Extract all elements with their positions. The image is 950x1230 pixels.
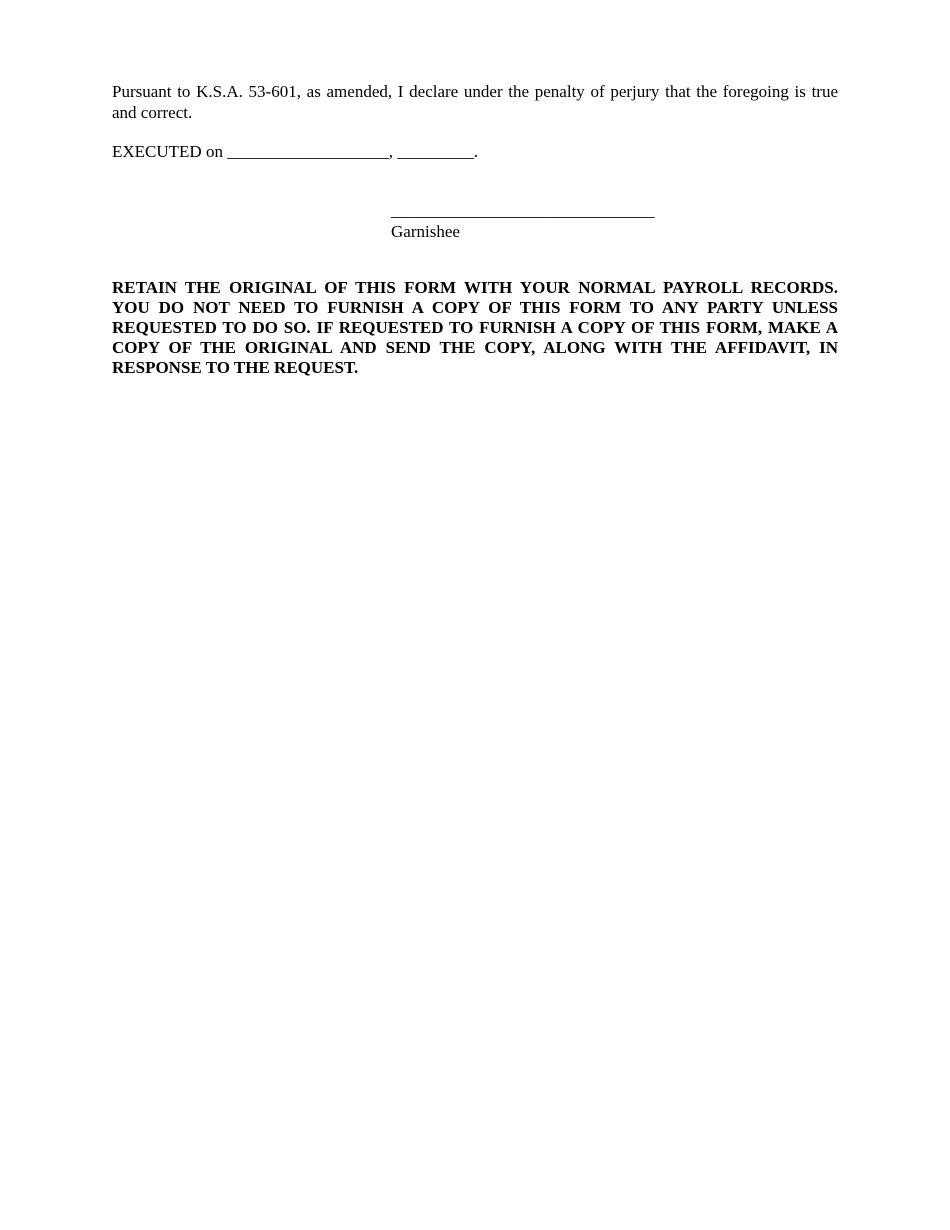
signature-label-garnishee: Garnishee [391,222,460,241]
executed-date-line: EXECUTED on ___________________, _________. [112,142,478,161]
perjury-declaration: Pursuant to K.S.A. 53-601, as amended, I declare under the penalty of perjury that the foregoing is true and correct. [112,82,838,122]
retention-notice: RETAIN THE ORIGINAL OF THIS FORM WITH YOUR NORMAL PAYROLL RECORDS. YOU DO NOT NEED TO FURNISH A COPY OF THIS FORM TO ANY PARTY UNLESS REQUESTED TO DO SO. IF REQUESTED TO FURNISH A COPY OF THIS FORM, MAKE A COPY OF THE ORIGINAL AND SEND THE COPY, ALONG WITH THE AFFIDAVIT, IN RESPONSE TO THE REQUEST. [112,278,838,377]
signature-line: _______________________________ [391,201,655,220]
signature-block [391,200,661,242]
